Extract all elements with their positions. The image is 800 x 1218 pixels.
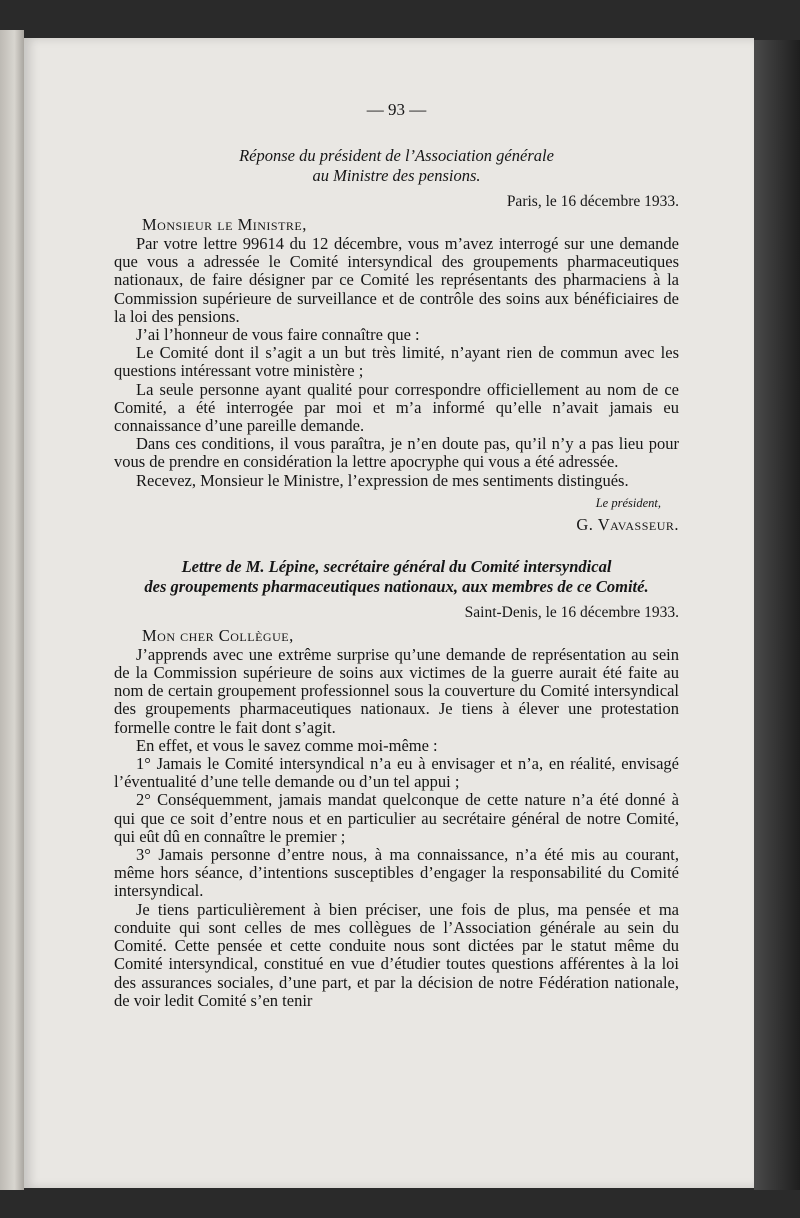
section2-paragraph: J’apprends avec une extrême surprise qu’une demande de représentation au sein de la Commission supérieure de soins aux victimes de la guerre aurait été faite au nom de certain groupement professionnel sous la couverture du Comité intersyndical des groupements pharmaceutiques nationaux. Je tiens à élever une protestation formelle contre le fait dont s’agit. <box>114 644 679 737</box>
page-content <box>114 38 679 1010</box>
section1-paragraph: Par votre lettre 99614 du 12 décembre, vous m’avez interrogé sur une demande que vous a adressée le Comité intersyndical des groupements pharmaceutiques nationaux, de faire désigner par ce Comité les représentants des pharmaciens à la Commission supérieure de surveillance et de contrôle des soins aux bénéficiaires de la loi des pensions. <box>114 234 679 326</box>
section2-salutation: Mon cher Collègue, <box>142 625 294 645</box>
section2-paragraph: 1° Jamais le Comité intersyndical n’a eu à envisager et n’a, en réalité, envisagé l’éventualité d’une telle demande ou d’un tel appui ; <box>114 754 679 792</box>
section2-paragraph: 2° Conséquemment, jamais mandat quelconque de cette nature n’a été donné à qui que ce soit d’entre nous et en particulier au secrétaire général de notre Comité, qui eût dû en connaître le premier ; <box>114 790 679 846</box>
section1-paragraph: Recevez, Monsieur le Ministre, l’expression de mes sentiments distingués. <box>136 470 629 490</box>
section1-paragraph: Le Comité dont il s’agit a un but très limité, n’ayant rien de commun avec les questions intéressant votre ministère ; <box>114 343 679 381</box>
section2-paragraph: En effet, et vous le savez comme moi-même : <box>136 735 438 755</box>
page-number: — 93 — <box>366 100 427 119</box>
section1-paragraph: La seule personne ayant qualité pour correspondre officiellement au nom de ce Comité, a été interrogée par moi et m’a informé qu’elle n’avait jamais eu connaissance d’une pareille demande. <box>114 379 679 436</box>
section2-heading-line2: des groupements pharmaceutiques nationaux, aux membres de ce Comité. <box>144 576 649 596</box>
signature-role: Le président, <box>595 495 661 510</box>
section2-date: Saint-Denis, le 16 décembre 1933. <box>464 603 679 621</box>
signature-name: G. Vavasseur. <box>576 514 679 534</box>
section1-paragraph: J’ai l’honneur de vous faire connaître que : <box>136 325 420 345</box>
section2-paragraph: Je tiens particulièrement à bien préciser, une fois de plus, ma pensée et ma conduite qui sont celles de mes collègues de l’Association générale au sein du Comité. Cette pensée et cette conduite nous sont dictées par le statut même du Comité intersyndical, constitué en vue d’étudier toutes questions afférentes à la loi des assurances sociales, d’une part, et par la décision de notre Fédération nationale, de voir ledit Comité s’en tenir <box>114 899 679 1010</box>
section1-salutation: Monsieur le Ministre, <box>142 215 307 234</box>
section2-paragraph: 3° Jamais personne d’entre nous, à ma connaissance, n’a été mis au courant, même hors séance, d’intentions susceptibles d’engager la responsabilité du Comité intersyndical. <box>114 845 679 901</box>
section1-heading-line1: Réponse du président de l’Association générale <box>239 146 554 165</box>
book-page <box>24 38 754 1188</box>
section1-date: Paris, le 16 décembre 1933. <box>506 193 679 210</box>
section1-paragraph: Dans ces conditions, il vous paraîtra, je n’en doute pas, qu’il n’y a pas lieu pour vous de prendre en considération la lettre apocryphe qui vous a été adressée. <box>114 434 679 472</box>
scan-background <box>754 40 800 1190</box>
adjacent-page-edge <box>0 30 24 1190</box>
section1-heading-line2: au Ministre des pensions. <box>312 166 481 185</box>
section2-heading-line1: Lettre de M. Lépine, secrétaire général du Comité intersyndical <box>181 556 612 576</box>
